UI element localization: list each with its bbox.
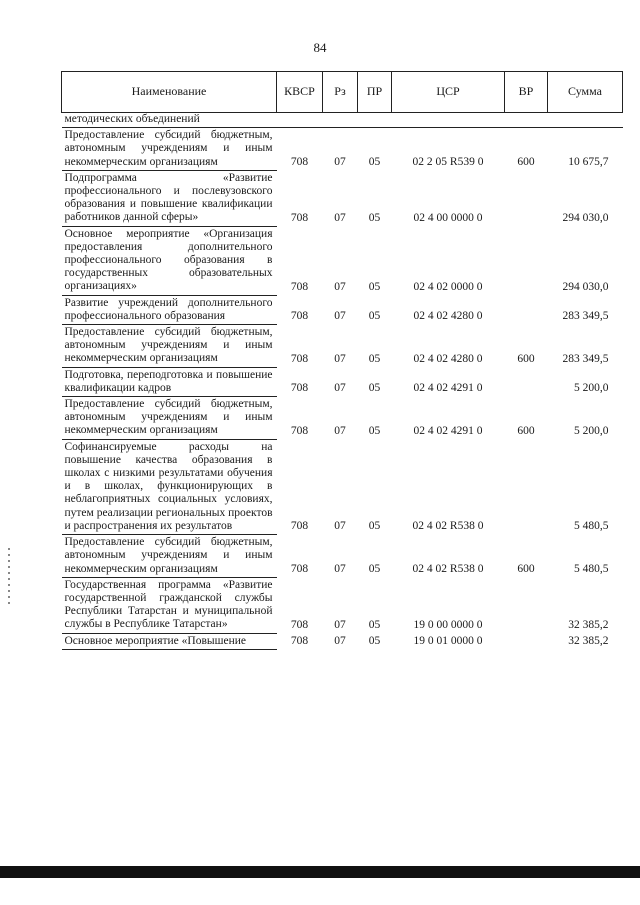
cell-vr: 600 xyxy=(517,424,535,437)
cell-pr: 05 xyxy=(368,563,381,575)
cell-vr xyxy=(505,633,548,649)
continuation-text: методических объединений xyxy=(62,113,623,128)
cell-kvsr: 708 xyxy=(290,618,309,631)
table-body xyxy=(62,113,623,650)
cell-csr: 02 4 02 R538 0 xyxy=(412,520,484,533)
cell-sum: 5 200,0 xyxy=(574,382,609,395)
header-kvsr: КВСР xyxy=(277,72,323,113)
cell-pr: 05 xyxy=(368,424,381,437)
cell-name: Предоставление субсидий бюджетным, автономным учреждениям и иным некоммерческим организациям xyxy=(62,397,277,440)
cell-name: Предоставление субсидий бюджетным, автономным учреждениям и иным некоммерческим организациям xyxy=(62,535,277,578)
cell-kvsr: 708 xyxy=(290,382,309,395)
cell-rz: 07 xyxy=(334,382,346,395)
cell-name: Основное мероприятие «Организация предоставления дополнительного профессионального образования в государственных образовательных организациях» xyxy=(62,226,277,295)
cell-name: Основное мероприятие «Повышение xyxy=(62,633,277,649)
cell-vr: 600 xyxy=(517,156,535,169)
cell-vr: 600 xyxy=(517,563,535,575)
cell-csr: 02 4 02 4280 0 xyxy=(413,352,483,365)
cell-rz: 07 xyxy=(334,211,346,224)
table-row xyxy=(62,367,623,396)
table-row xyxy=(62,226,623,295)
cell-kvsr: 708 xyxy=(290,310,309,323)
budget-table xyxy=(61,71,623,650)
table-row xyxy=(62,397,623,440)
cell-sum: 5 480,5 xyxy=(574,520,609,533)
cell-vr xyxy=(505,170,548,226)
cell-vr xyxy=(505,439,548,534)
cell-pr: 05 xyxy=(368,382,381,395)
cell-vr xyxy=(505,367,548,396)
cell-pr: 05 xyxy=(368,156,381,169)
cell-name: Предоставление субсидий бюджетным, автономным учреждениям и иным некоммерческим организациям xyxy=(62,325,277,368)
cell-pr: 05 xyxy=(368,352,381,365)
cell-kvsr: 708 xyxy=(290,211,309,224)
cell-sum: 32 385,2 xyxy=(568,635,609,648)
table-row xyxy=(62,439,623,534)
cell-rz: 07 xyxy=(334,352,346,365)
cell-kvsr: 708 xyxy=(290,635,309,648)
cell-kvsr: 708 xyxy=(290,520,309,533)
cell-kvsr: 708 xyxy=(290,352,309,365)
cell-pr: 05 xyxy=(368,310,381,323)
table-row xyxy=(62,295,623,324)
cell-csr: 02 2 05 R539 0 xyxy=(412,156,484,169)
cell-sum: 5 200,0 xyxy=(574,424,609,437)
table-row xyxy=(62,535,623,578)
cell-pr: 05 xyxy=(368,211,381,224)
cell-vr xyxy=(505,226,548,295)
cell-rz: 07 xyxy=(334,520,346,533)
cell-vr: 600 xyxy=(517,352,535,365)
header-csr: ЦСР xyxy=(392,72,505,113)
cell-csr: 02 4 02 4291 0 xyxy=(413,424,483,437)
cell-kvsr: 708 xyxy=(290,563,309,575)
cell-pr: 05 xyxy=(368,618,381,631)
cell-sum: 294 030,0 xyxy=(562,211,609,224)
cell-name: Предоставление субсидий бюджетным, автономным учреждениям и иным некоммерческим организациям xyxy=(62,128,277,171)
cell-csr: 02 4 00 0000 0 xyxy=(413,211,483,224)
cell-kvsr: 708 xyxy=(290,424,309,437)
page-number: 84 xyxy=(313,40,327,55)
header-rz: Рз xyxy=(323,72,358,113)
cell-csr: 02 4 02 0000 0 xyxy=(413,280,483,293)
cell-sum: 283 349,5 xyxy=(562,352,609,365)
table-row xyxy=(62,128,623,171)
cell-csr: 19 0 01 0000 0 xyxy=(413,635,483,648)
footer-bar xyxy=(0,866,640,878)
header-vr: ВР xyxy=(505,72,548,113)
table-row xyxy=(62,633,623,649)
cell-rz: 07 xyxy=(334,618,346,631)
cell-sum: 10 675,7 xyxy=(568,156,609,169)
cell-sum: 32 385,2 xyxy=(568,618,609,631)
cell-pr: 05 xyxy=(368,520,381,533)
cell-rz: 07 xyxy=(334,310,346,323)
cell-name: Развитие учреждений дополнительного профессионального образования xyxy=(62,295,277,324)
header-pr: ПР xyxy=(358,72,392,113)
table-row xyxy=(62,325,623,368)
cell-vr xyxy=(505,295,548,324)
table-row xyxy=(62,577,623,633)
cell-pr: 05 xyxy=(368,635,381,648)
cell-rz: 07 xyxy=(334,635,346,648)
table-header-row xyxy=(62,72,623,113)
cell-rz: 07 xyxy=(334,280,346,293)
cell-csr: 02 4 02 R538 0 xyxy=(412,563,484,575)
header-name: Наименование xyxy=(62,72,277,113)
cell-csr: 19 0 00 0000 0 xyxy=(413,618,483,631)
cell-sum: 5 480,5 xyxy=(574,563,609,575)
cell-name: Государственная программа «Развитие государственной гражданской службы Республики Татарстан и муниципальной службы в Республике Татарстан» xyxy=(62,577,277,633)
scan-artifact xyxy=(8,548,10,608)
cell-csr: 02 4 02 4291 0 xyxy=(413,382,483,395)
cell-rz: 07 xyxy=(334,424,346,437)
cell-name: Подпрограмма «Развитие профессионального и послевузовского образования и повышение квалификации работников данной сферы» xyxy=(62,170,277,226)
cell-sum: 294 030,0 xyxy=(562,280,609,293)
cell-vr xyxy=(505,577,548,633)
cell-kvsr: 708 xyxy=(290,280,309,293)
cell-sum: 283 349,5 xyxy=(562,310,609,323)
cell-rz: 07 xyxy=(334,563,346,575)
cell-rz: 07 xyxy=(334,156,346,169)
cell-pr: 05 xyxy=(368,280,381,293)
continuation-row xyxy=(62,113,623,128)
cell-name: Подготовка, переподготовка и повышение квалификации кадров xyxy=(62,367,277,396)
cell-name: Софинансируемые расходы на повышение качества образования в школах с низкими результатами обучения и в школах, функционирующих в неблагоприятных социальных условиях, путем реализации региональных проектов и распространения их результатов xyxy=(62,439,277,534)
table-row xyxy=(62,170,623,226)
header-sum: Сумма xyxy=(548,72,623,113)
cell-csr: 02 4 02 4280 0 xyxy=(413,310,483,323)
cell-kvsr: 708 xyxy=(290,156,309,169)
